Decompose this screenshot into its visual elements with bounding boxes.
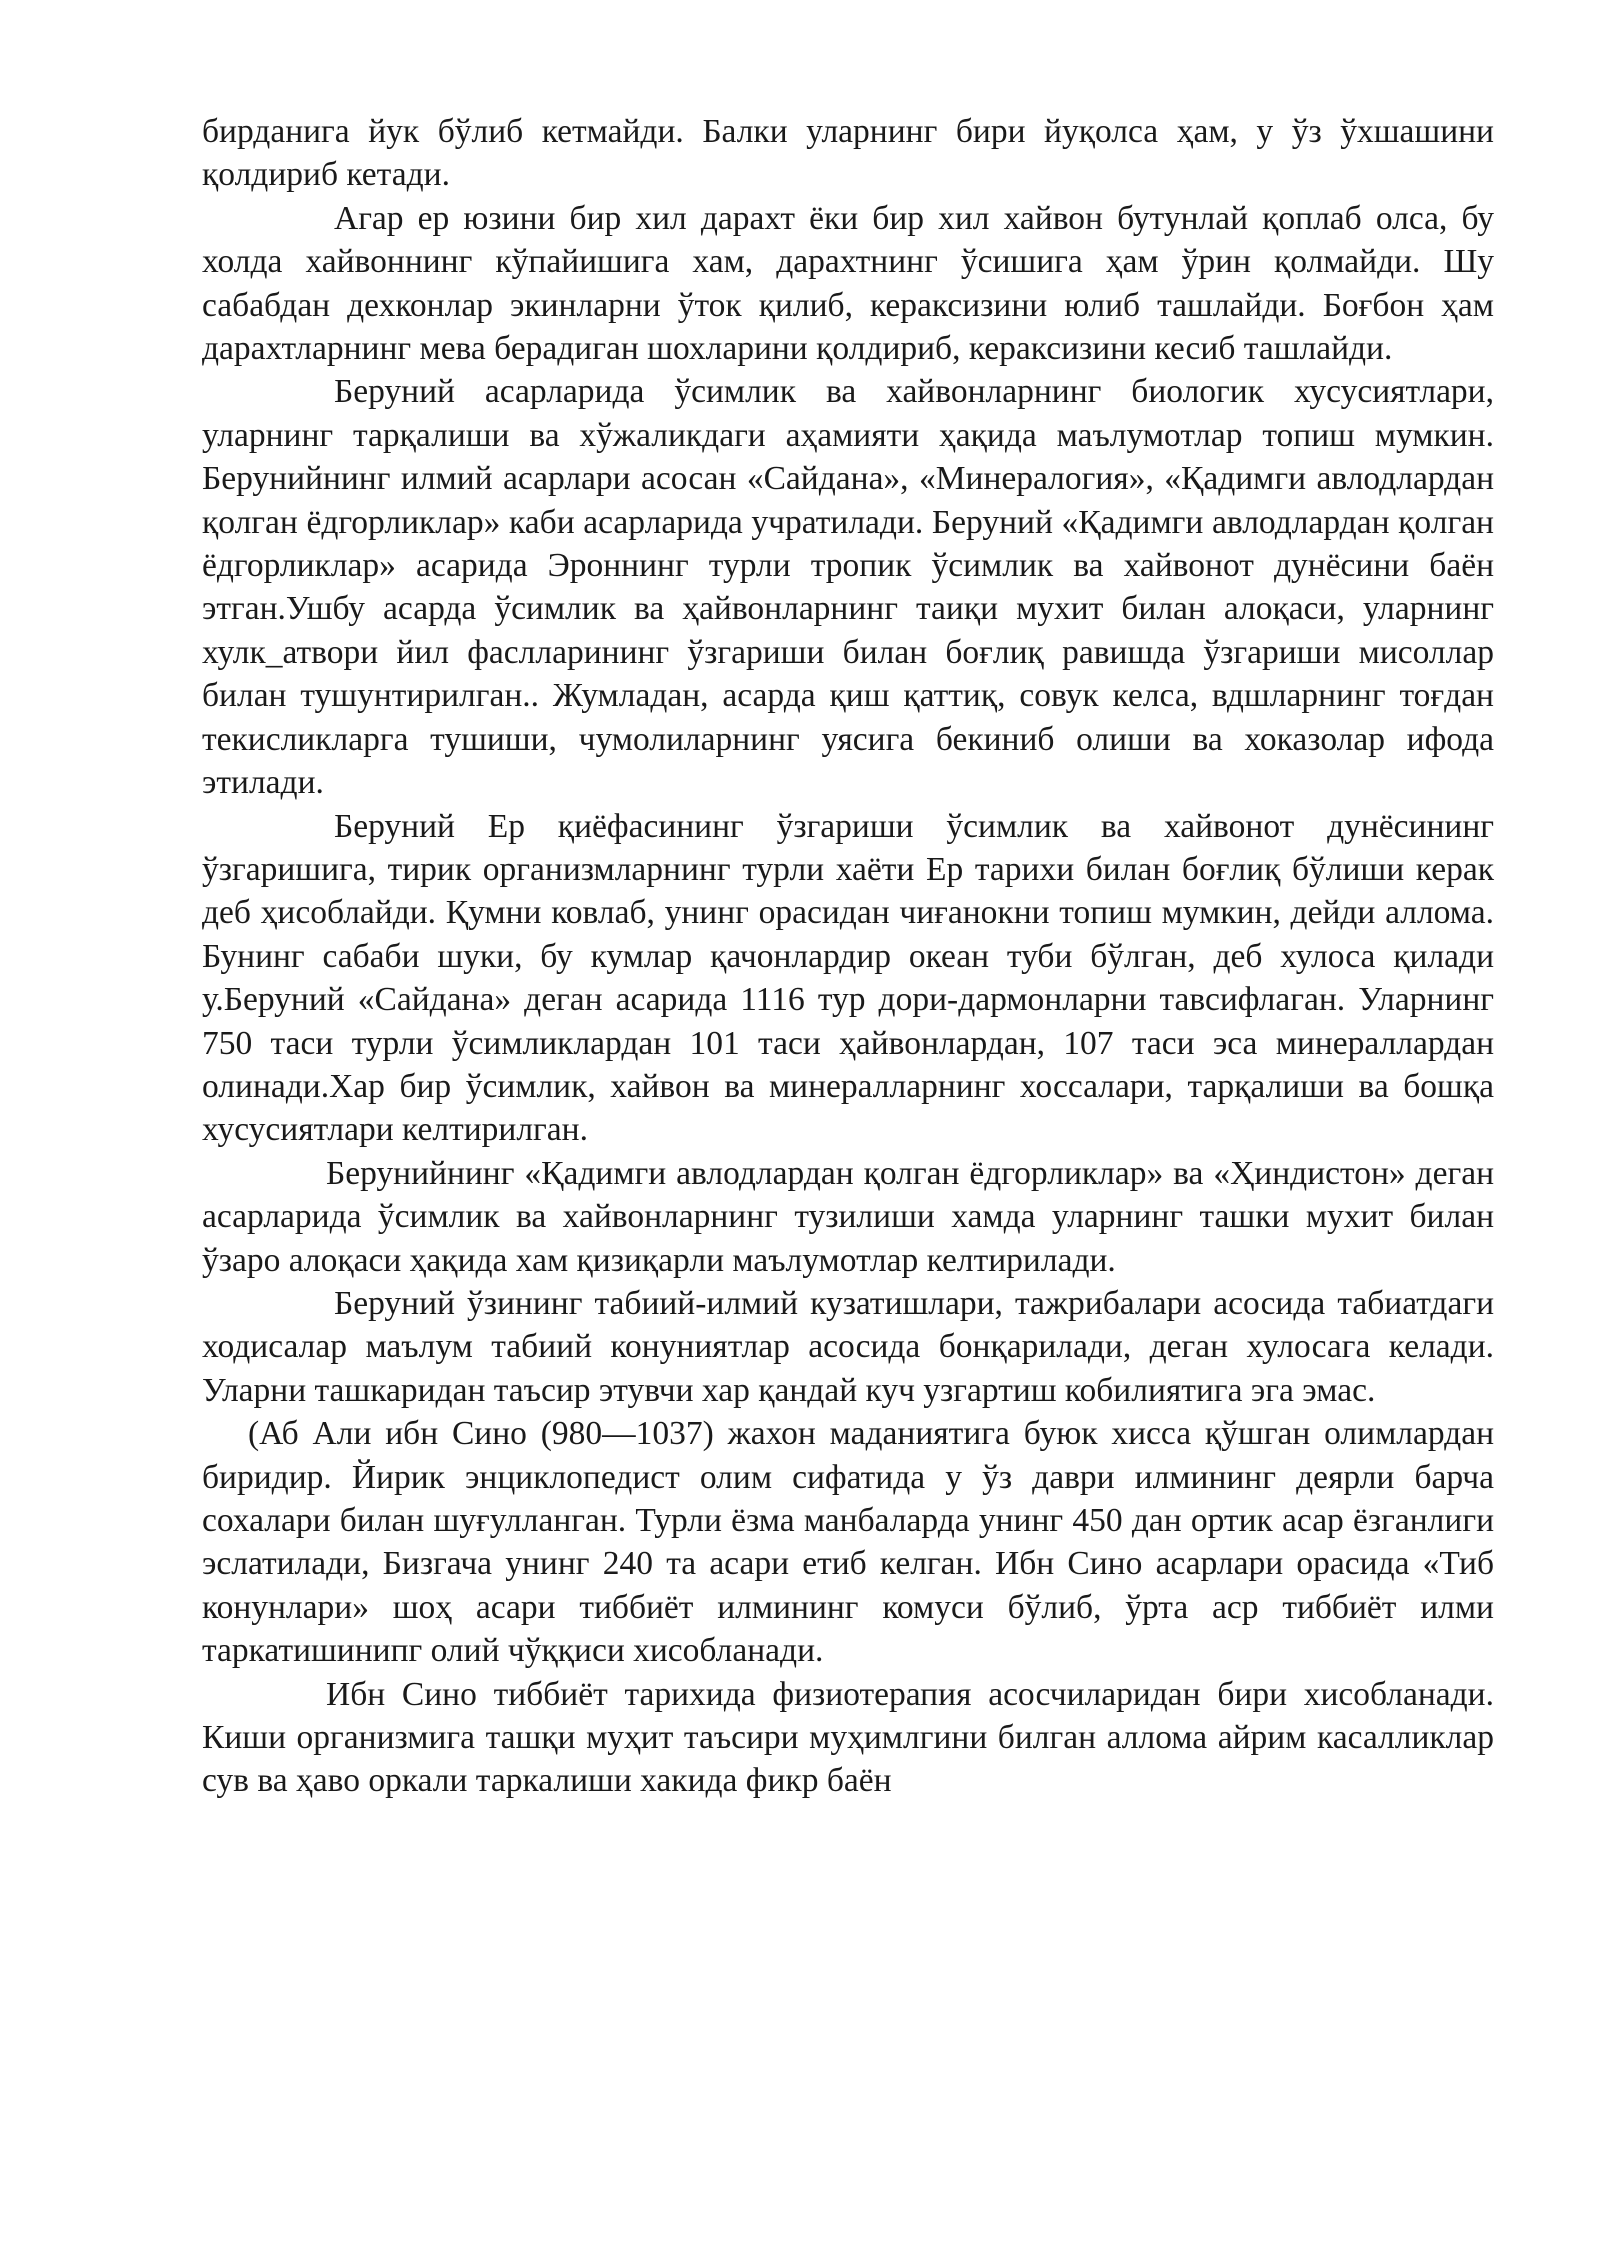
paragraph-3: Беруний асарларида ўсимлик ва хайвонларнинг биологик хусусиятлари, уларнинг тарқалиши ва хўжаликдаги аҳамияти ҳақида маълумотлар топиш мумкин. Берунийнинг илмий асарлари асосан «Сайдана», «Минералогия», «Қадимги авлодлардан қолган ёдгорликлар» каби асарларида учратилади. Беруний «Қадимги авлодлардан қолган ёдгорликлар» асарида Эроннинг турли тропик ўсимлик ва хайвонот дунёсини баён этган.Ушбу асарда ўсимлик ва ҳайвонларнинг таиқи мухит билан алоқаси, уларнинг хулк_атвори йил фаслларининг ўзгариши билан боғлиқ равишда ўзгариши мисоллар билан тушунтирилган.. Жумладан, асарда қиш қаттиқ, совук келса, вдшларнинг тоғдан текисликларга тушиши, чумолиларнинг уясига бекиниб олиши ва хоказолар ифода этилади. <box>202 373 1494 802</box>
paragraph-2: Агар ер юзини бир хил дарахт ёки бир хил хайвон бутунлай қоплаб олса, бу холда хайвоннинг кўпайишига хам, дарахтнинг ўсишига ҳам ўрин қолмайди. Шу сабабдан дехконлар экинларни ўток қилиб, кераксизини юлиб ташлайди. Боғбон ҳам дарахтларнинг мева берадиган шохларини қолдириб, кераксизини кесиб ташлайди. <box>202 199 1494 368</box>
paragraph-8: Ибн Сино тиббиёт тарихида физиотерапия асосчиларидан бири хисобланади. Киши организмига ташқи муҳит таъсири муҳимлгини билган аллома айрим касалликлар сув ва ҳаво оркали таркалиши хакида фикр баён <box>202 1675 1494 1800</box>
paragraph-4: Беруний Ер қиёфасининг ўзгариши ўсимлик ва хайвонот дунёсининг ўзгаришига, тирик организмларнинг турли хаёти Ер тарихи билан боғлиқ бўлиши керак деб ҳисоблайди. Қумни ковлаб, унинг орасидан чиғанокни топиш мумкин, дейди аллома. Бунинг сабаби шуки, бу кумлар қачонлардир океан туби бўлган, деб хулоса қилади у.Беруний «Сайдана» деган асарида 1116 тур дори-дармонларни тавсифлаган. Уларнинг 750 таси турли ўсимликлардан 101 таси ҳайвонлардан, 107 таси эса минераллардан олинади.Хар бир ўсимлик, хайвон ва минералларнинг хоссалари, тарқалиши ва бошқа хусусиятлари келтирилган. <box>202 807 1494 1149</box>
paragraph-7: (Аб Али ибн Сино (980—1037) жахон маданиятига буюк хисса қўшган олимлардан биридир. Йирик энциклопедист олим сифатида у ўз даври илмининг деярли барча сохалари билан шуғулланган. Турли ёзма манбаларда унинг 450 дан ортик асар ёзганлиги эслатилади, Бизгача унинг 240 та асари етиб келган. Ибн Сино асарлари орасида «Тиб конунлари» шоҳ асари тиббиёт илмининг комуси бўлиб, ўрта аср тиббиёт илми таркатишинипг олий чўққиси хисобланади. <box>202 1415 1494 1670</box>
document-body <box>202 110 1494 1803</box>
paragraph-5: Берунийнинг «Қадимги авлодлардан қолган ёдгорликлар» ва «Ҳиндистон» деган асарларида ўсимлик ва хайвонларнинг тузилиши хамда уларнинг ташки мухит билан ўзаро алоқаси ҳақида хам қизиқарли маълумотлар келтирилади. <box>202 1154 1494 1279</box>
paragraph-6: Беруний ўзининг табиий-илмий кузатишлари, тажрибалари асосида табиатдаги ходисалар маълум табиий конуниятлар асосида бонқарилади, деган хулосага келади. Уларни ташкаридан таъсир этувчи хар қандай куч узгартиш кобилиятига эга эмас. <box>202 1284 1494 1409</box>
paragraph-1: бирданига йук бўлиб кетмайди. Балки уларнинг бири йуқолса ҳам, у ўз ўхшашини қолдириб кетади. <box>202 113 1494 194</box>
